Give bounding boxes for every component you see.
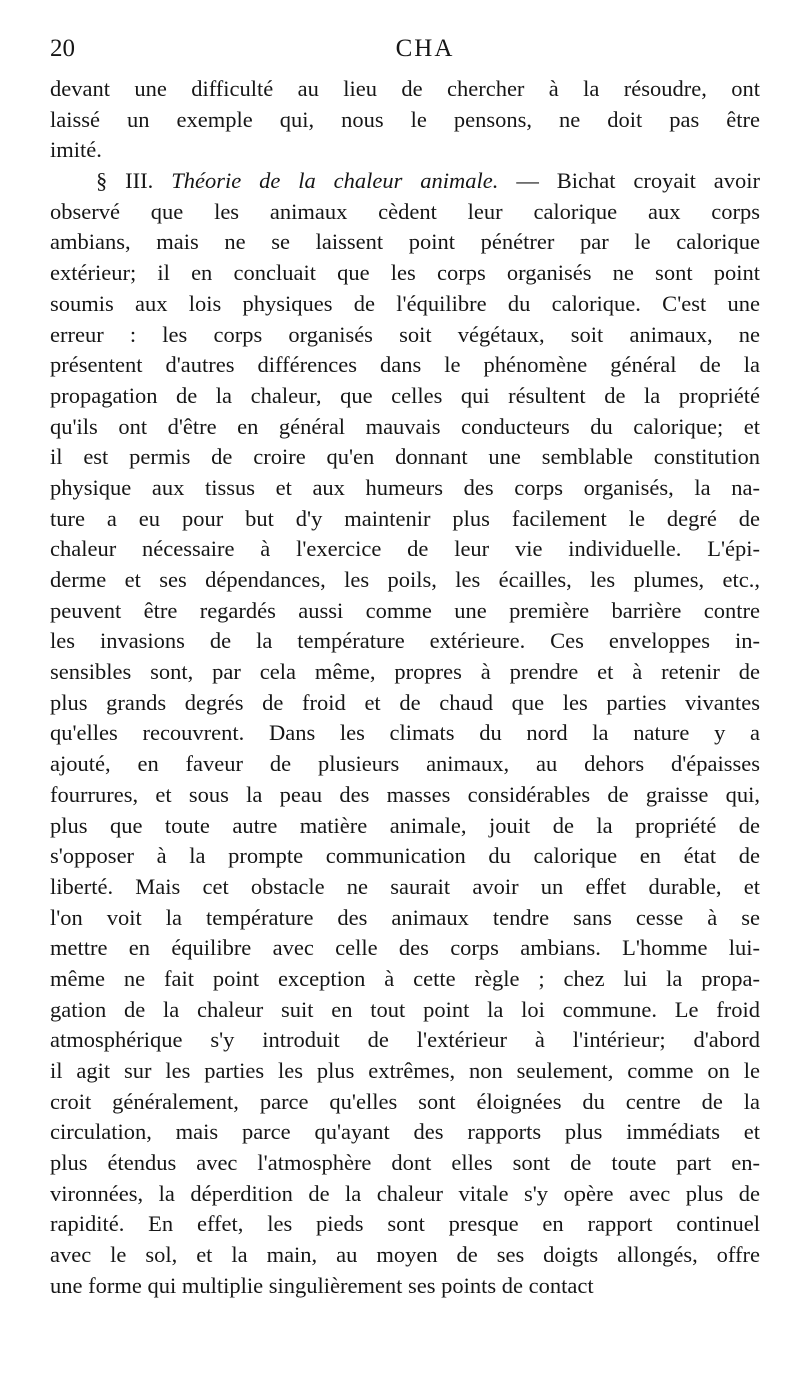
- text-line: plus que toute autre matière animale, jouit de la propriété de: [50, 812, 760, 838]
- text-line: soumis aux lois physiques de l'équilibre du calorique. C'est une: [50, 290, 760, 316]
- text-line: propagation de la chaleur, que celles qui résultent de la propriété: [50, 382, 760, 408]
- text-line: il est permis de croire qu'en donnant une semblable constitution: [50, 444, 760, 470]
- section-heading-line: [50, 166, 760, 197]
- text-line: peuvent être regardés aussi comme une première barrière contre: [50, 597, 760, 623]
- text-line: croit généralement, parce qu'elles sont éloignées du centre de la: [50, 1088, 760, 1114]
- text-line: qu'elles recouvrent. Dans les climats du nord la nature y a: [50, 720, 760, 746]
- text-line: laissé un exemple qui, nous le pensons, ne doit pas être: [50, 106, 760, 132]
- text-line: atmosphérique s'y introduit de l'extérieur à l'intérieur; d'abord: [50, 1027, 760, 1053]
- running-head: CHA: [395, 35, 455, 62]
- text-line: les invasions de la température extérieure. Ces enveloppes in-: [50, 628, 760, 654]
- text-line: ture a eu pour but d'y maintenir plus facilement le degré de: [50, 505, 760, 531]
- text-line: avec le sol, et la main, au moyen de ses doigts allongés, offre: [50, 1242, 760, 1268]
- text-line: observé que les animaux cèdent leur calorique aux corps: [50, 198, 760, 224]
- text-line: extérieur; il en concluait que les corps organisés ne sont point: [50, 260, 760, 286]
- text-line: plus grands degrés de froid et de chaud que les parties vivantes: [50, 689, 760, 715]
- section-mark: § III.: [96, 168, 154, 194]
- section-first-line-text: — Bichat croyait avoir: [516, 168, 761, 194]
- text-line: l'on voit la température des animaux tendre sans cesse à se: [50, 904, 760, 930]
- text-line: même ne fait point exception à cette règle ; chez lui la propa-: [50, 965, 760, 991]
- text-line: s'opposer à la prompte communication du calorique en état de: [50, 843, 760, 869]
- text-line: ajouté, en faveur de plusieurs animaux, au dehors d'épaisses: [50, 751, 760, 777]
- text-line: erreur : les corps organisés soit végétaux, soit animaux, ne: [50, 321, 760, 347]
- page-number: 20: [50, 35, 75, 62]
- paragraph-1: [50, 74, 760, 166]
- paragraph-2: [50, 166, 760, 1301]
- text-line: mettre en équilibre avec celle des corps ambians. L'homme lui-: [50, 935, 760, 961]
- text-line: une forme qui multiplie singulièrement ses points de contact: [50, 1272, 594, 1298]
- text-line: il agit sur les parties les plus extrêmes, non seulement, comme on le: [50, 1058, 760, 1083]
- body-text: [50, 74, 760, 1302]
- text-line: sensibles sont, par cela même, propres à prendre et à retenir de: [50, 659, 760, 685]
- text-line: plus étendus avec l'atmosphère dont elles sont de toute part en-: [50, 1150, 760, 1176]
- text-line: chaleur nécessaire à l'exercice de leur vie individuelle. L'épi-: [50, 536, 760, 562]
- text-line: fourrures, et sous la peau des masses considérables de graisse qui,: [50, 781, 760, 807]
- text-line: gation de la chaleur suit en tout point la loi commune. Le froid: [50, 996, 760, 1022]
- text-line: vironnées, la déperdition de la chaleur vitale s'y opère avec plus de: [50, 1180, 760, 1206]
- text-line: liberté. Mais cet obstacle ne saurait avoir un effet durable, et: [50, 873, 760, 899]
- text-line: physique aux tissus et aux humeurs des corps organisés, la na-: [50, 474, 760, 500]
- text-line: devant une difficulté au lieu de chercher à la résoudre, ont: [50, 76, 760, 101]
- page-header: [50, 34, 760, 64]
- text-line: ambians, mais ne se laissent point pénétrer par le calorique: [50, 229, 760, 255]
- text-line: circulation, mais parce qu'ayant des rapports plus immédiats et: [50, 1119, 760, 1145]
- text-line: derme et ses dépendances, les poils, les écailles, les plumes, etc.,: [50, 567, 760, 592]
- text-line: présentent d'autres différences dans le phénomène général de la: [50, 352, 760, 378]
- text-line: imité.: [50, 137, 102, 163]
- text-line: rapidité. En effet, les pieds sont presque en rapport continuel: [50, 1211, 760, 1237]
- section-title: Théorie de la chaleur animale.: [171, 168, 499, 194]
- text-line: qu'ils ont d'être en général mauvais conducteurs du calorique; et: [50, 413, 760, 439]
